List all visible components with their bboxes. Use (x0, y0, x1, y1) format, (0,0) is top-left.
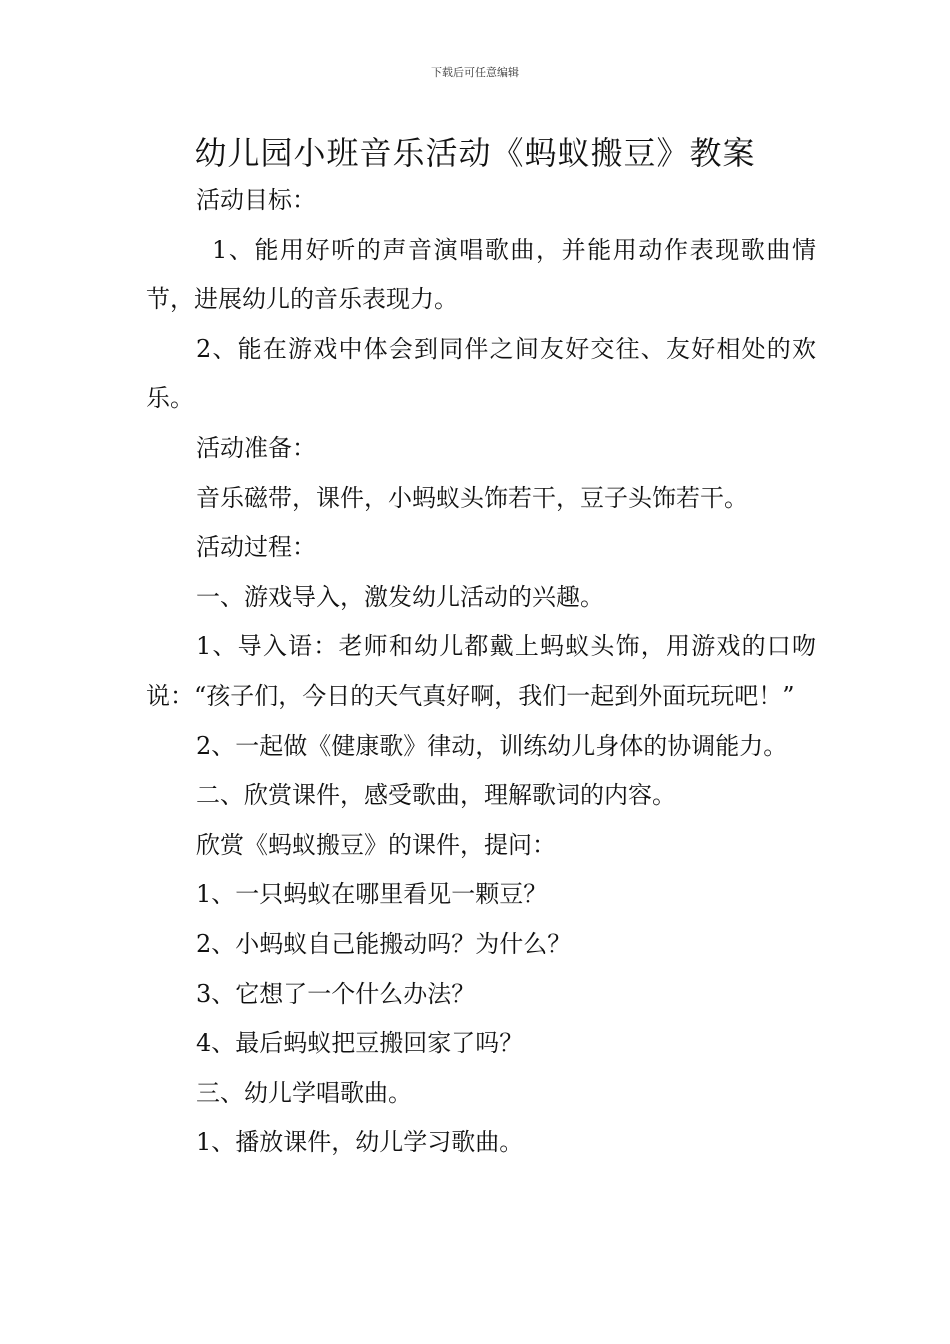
question-item-3: 3、它想了一个什么办法？ (196, 979, 476, 1008)
document-title: 幼儿园小班音乐活动《蚂蚁搬豆》教案 (194, 134, 756, 172)
section-heading-goals: 活动目标： (196, 186, 316, 214)
goal-item-1: 1、能用好听的声音演唱歌曲，并能用动作表现歌曲情节，进展幼儿的音乐表现力。 (146, 235, 816, 314)
section-heading-process: 活动过程： (196, 533, 316, 562)
process-step-1-item-2: 2、一起做《健康歌》律动，训练幼儿身体的协调能力。 (196, 731, 788, 760)
question-item-1: 1、一只蚂蚁在哪里看见一颗豆？ (196, 880, 548, 909)
document-body (146, 176, 816, 1168)
goal-item-2: 2、能在游戏中体会到同伴之间友好交往、友好相处的欢乐。 (146, 334, 816, 413)
question-item-4: 4、最后蚂蚁把豆搬回家了吗？ (196, 1029, 524, 1058)
process-step-3-heading: 三、幼儿学唱歌曲。 (196, 1078, 412, 1107)
page-header-note: 下载后可任意编辑 (431, 66, 519, 79)
process-step-1-item-1: 1、导入语：老师和幼儿都戴上蚂蚁头饰，用游戏的口吻说：“孩子们，今日的天气真好啊，我们一起到外面玩玩吧！” (146, 632, 816, 710)
process-step-2-heading: 二、欣赏课件，感受歌曲，理解歌词的内容。 (196, 781, 676, 810)
process-step-1-heading: 一、游戏导入，激发幼儿活动的兴趣。 (196, 582, 604, 611)
preparation-text: 音乐磁带，课件，小蚂蚁头饰若干，豆子头饰若干。 (196, 483, 748, 512)
section-heading-preparation: 活动准备： (196, 433, 316, 462)
process-step-2-intro: 欣赏《蚂蚁搬豆》的课件，提问： (196, 830, 556, 859)
question-item-2: 2、小蚂蚁自己能搬动吗？为什么？ (196, 929, 572, 958)
process-step-3-item-1: 1、播放课件，幼儿学习歌曲。 (196, 1128, 524, 1157)
